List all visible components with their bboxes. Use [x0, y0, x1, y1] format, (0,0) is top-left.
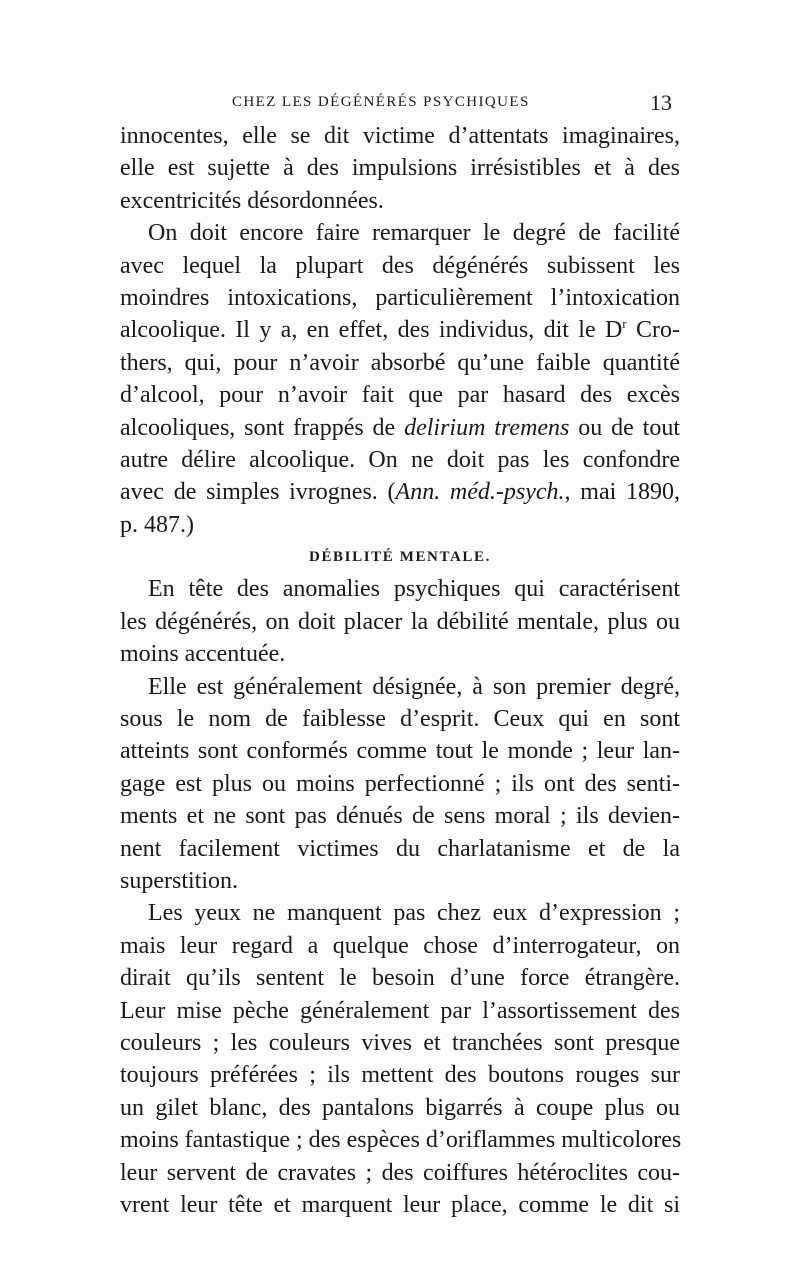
- text-run: Cro-: [626, 317, 680, 344]
- text-line: gage est plus ou moins perfectionné ; ils ont des senti-: [120, 770, 680, 797]
- paragraph: [120, 120, 680, 217]
- text-run: , mai 1890,: [564, 479, 680, 506]
- text-run: alcooliques, sont frappés de: [120, 414, 405, 441]
- paragraph: [120, 671, 680, 898]
- text-line: elle est sujette à des impulsions irrésistibles et à des: [120, 155, 680, 182]
- superscript: r: [622, 316, 627, 332]
- text-line: couleurs ; les couleurs vives et tranchées sont presque: [120, 1029, 680, 1056]
- text-line: autre délire alcoolique. On ne doit pas les confondre: [120, 446, 680, 473]
- text-line: avec lequel la plupart des dégénérés subissent les: [120, 252, 680, 279]
- text-line: [120, 314, 680, 346]
- text-line: Les yeux ne manquent pas chez eux d’expression ;: [148, 900, 680, 927]
- text-line: moins fantastique ; des espèces d’oriflammes multicolores: [120, 1127, 682, 1154]
- text-run: avec de simples ivrognes. (: [120, 479, 396, 506]
- text-line: ments et ne sont pas dénués de sens moral ; ils devien-: [120, 803, 680, 830]
- section-heading: DÉBILITÉ MENTALE.: [309, 549, 491, 566]
- text-line: [120, 412, 680, 444]
- text-run: ou de tout: [569, 414, 680, 441]
- text-line: [120, 476, 680, 508]
- text-line: superstition.: [120, 867, 238, 894]
- paragraph: [120, 217, 680, 541]
- text-line: On doit encore faire remarquer le degré de facilité: [148, 220, 680, 247]
- paragraph: [120, 573, 680, 670]
- text-line: toujours préférées ; ils mettent des boutons rouges sur: [120, 1062, 680, 1089]
- page-number: 13: [650, 90, 672, 115]
- text-line: dirait qu’ils sentent le besoin d’une force étrangère.: [120, 965, 680, 992]
- text-line: un gilet blanc, des pantalons bigarrés à coupe plus ou: [120, 1094, 680, 1121]
- text-line: d’alcool, pour n’avoir fait que par hasard des excès: [120, 382, 680, 409]
- running-head: [120, 92, 680, 116]
- text-line: Elle est généralement désignée, à son premier degré,: [148, 673, 680, 700]
- text-line: moindres intoxications, particulièrement l’intoxication: [120, 284, 680, 311]
- text-line: innocentes, elle se dit victime d’attentats imaginaires,: [120, 123, 680, 149]
- paragraph: [120, 897, 680, 1221]
- text-line: thers, qui, pour n’avoir absorbé qu’une faible quantité: [120, 349, 680, 376]
- text-block: [120, 120, 680, 1221]
- text-line: Leur mise pèche généralement par l’assortissement des: [120, 997, 680, 1024]
- text-line: sous le nom de faiblesse d’esprit. Ceux qui en sont: [120, 706, 680, 733]
- text-line: les dégénérés, on doit placer la débilité mentale, plus ou: [120, 608, 680, 635]
- italic-term: delirium tremens: [404, 414, 570, 441]
- text-line: vrent leur tête et marquent leur place, comme le dit si: [120, 1191, 680, 1218]
- text-run: alcoolique. Il y a, en effet, des individus, dit le D: [120, 317, 623, 344]
- italic-citation: Ann. méd.-psych.: [395, 479, 565, 506]
- text-line: mais leur regard a quelque chose d’interrogateur, on: [120, 932, 680, 959]
- text-line: excentricités désordonnées.: [120, 187, 384, 214]
- text-line: En tête des anomalies psychiques qui caractérisent: [148, 576, 680, 603]
- text-line: p. 487.): [120, 511, 194, 538]
- text-line: leur servent de cravates ; des coiffures hétéroclites cou-: [120, 1159, 680, 1186]
- text-line: moins accentuée.: [120, 641, 286, 668]
- text-line: atteints sont conformés comme tout le monde ; leur lan-: [120, 738, 680, 765]
- text-line: nent facilement victimes du charlatanisme et de la: [120, 835, 680, 862]
- running-title: CHEZ LES DÉGÉNÉRÉS PSYCHIQUES: [232, 94, 530, 110]
